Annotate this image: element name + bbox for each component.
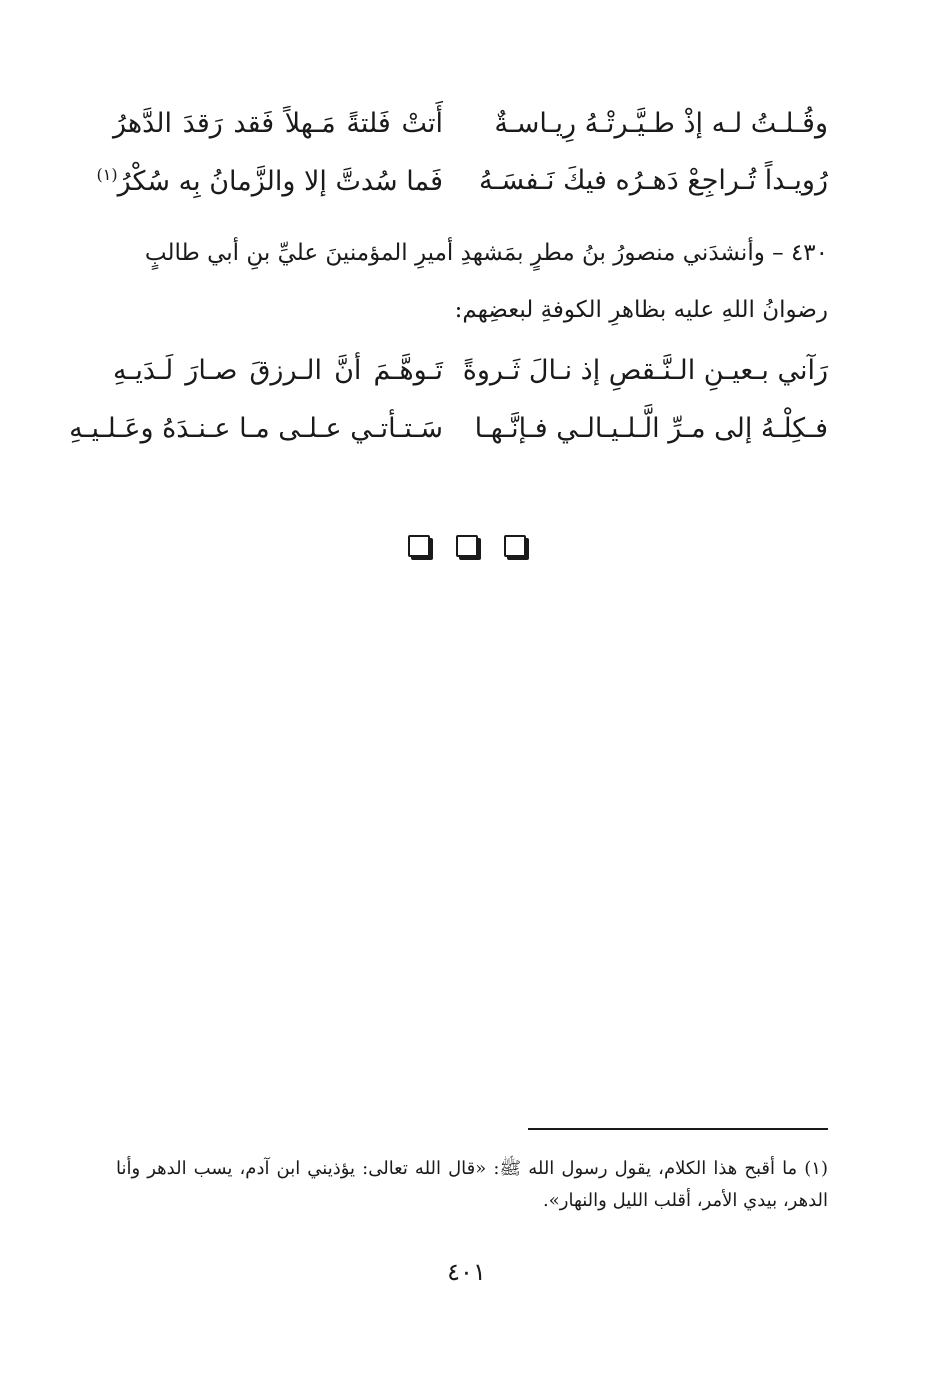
verse-text: تَـوهَّـمَ أنَّ الـرزقَ صـارَ لَـدَيـهِ xyxy=(113,355,443,386)
verse-text: رَآني بـعيـنِ الـنَّـقصِ إذ نـالَ ثَـروةً xyxy=(462,355,828,386)
section-divider-ornament xyxy=(0,535,933,557)
verse-3-second-hemistich xyxy=(113,355,443,387)
footnote: (١) ما أقبح هذا الكلام، يقول رسول الله ﷺ: «قال الله تعالى: يؤذيني ابن آدم، يسب الدهر وأنا الدهر، بيدي الأمر، أقلب الليل والنهار». xyxy=(116,1158,828,1212)
verse-1-first-hemistich xyxy=(494,108,828,140)
verse-text: وقُـلـتُ لـه إذْ طـيَّـرتْـهُ رِيـاسـةٌ xyxy=(494,108,828,139)
verse-4-first-hemistich xyxy=(474,413,828,445)
square-ornament-icon xyxy=(504,535,526,557)
verse-text: فـكِلْـهُ إلى مـرِّ الَّـلـيـالـي فـإنَّـهـا xyxy=(474,413,828,444)
verse-text: أَتتْ فَلتةً مَـهلاً فَقد رَقدَ الدَّهرُ xyxy=(113,108,443,139)
verse-4-second-hemistich xyxy=(69,413,443,445)
verse-text: رُويـداً تُـراجِعْ دَهـرُه فيكَ نَـفسَـهُ xyxy=(479,165,828,196)
square-ornament-icon xyxy=(456,535,478,557)
verse-1-second-hemistich xyxy=(113,108,443,140)
verse-2-first-hemistich xyxy=(479,165,828,197)
square-ornament-icon xyxy=(408,535,430,557)
footnote-separator xyxy=(528,1128,828,1130)
paragraph-line-1: ٤٣٠ – وأنشدَني منصورُ بنُ مطرٍ بمَشهدِ أميرِ المؤمنينَ عليِّ بنِ أبي طالبٍ xyxy=(144,240,828,266)
verse-3-first-hemistich xyxy=(462,355,828,387)
verse-text: فَما سُدتَّ إلا والزَّمانُ بِه سُكْرُ xyxy=(117,166,443,197)
verse-text: سَـتـأتـي عـلـى مـا عـنـدَهُ وعَـلـيـهِ xyxy=(69,413,443,444)
page-number: ٤٠١ xyxy=(447,1258,486,1286)
footnote-reference[interactable]: (١) xyxy=(96,165,118,184)
paragraph-line-2: رضوانُ اللهِ عليه بظاهرِ الكوفةِ لبعضِهم: xyxy=(454,297,828,323)
verse-2-second-hemistich xyxy=(96,165,443,198)
